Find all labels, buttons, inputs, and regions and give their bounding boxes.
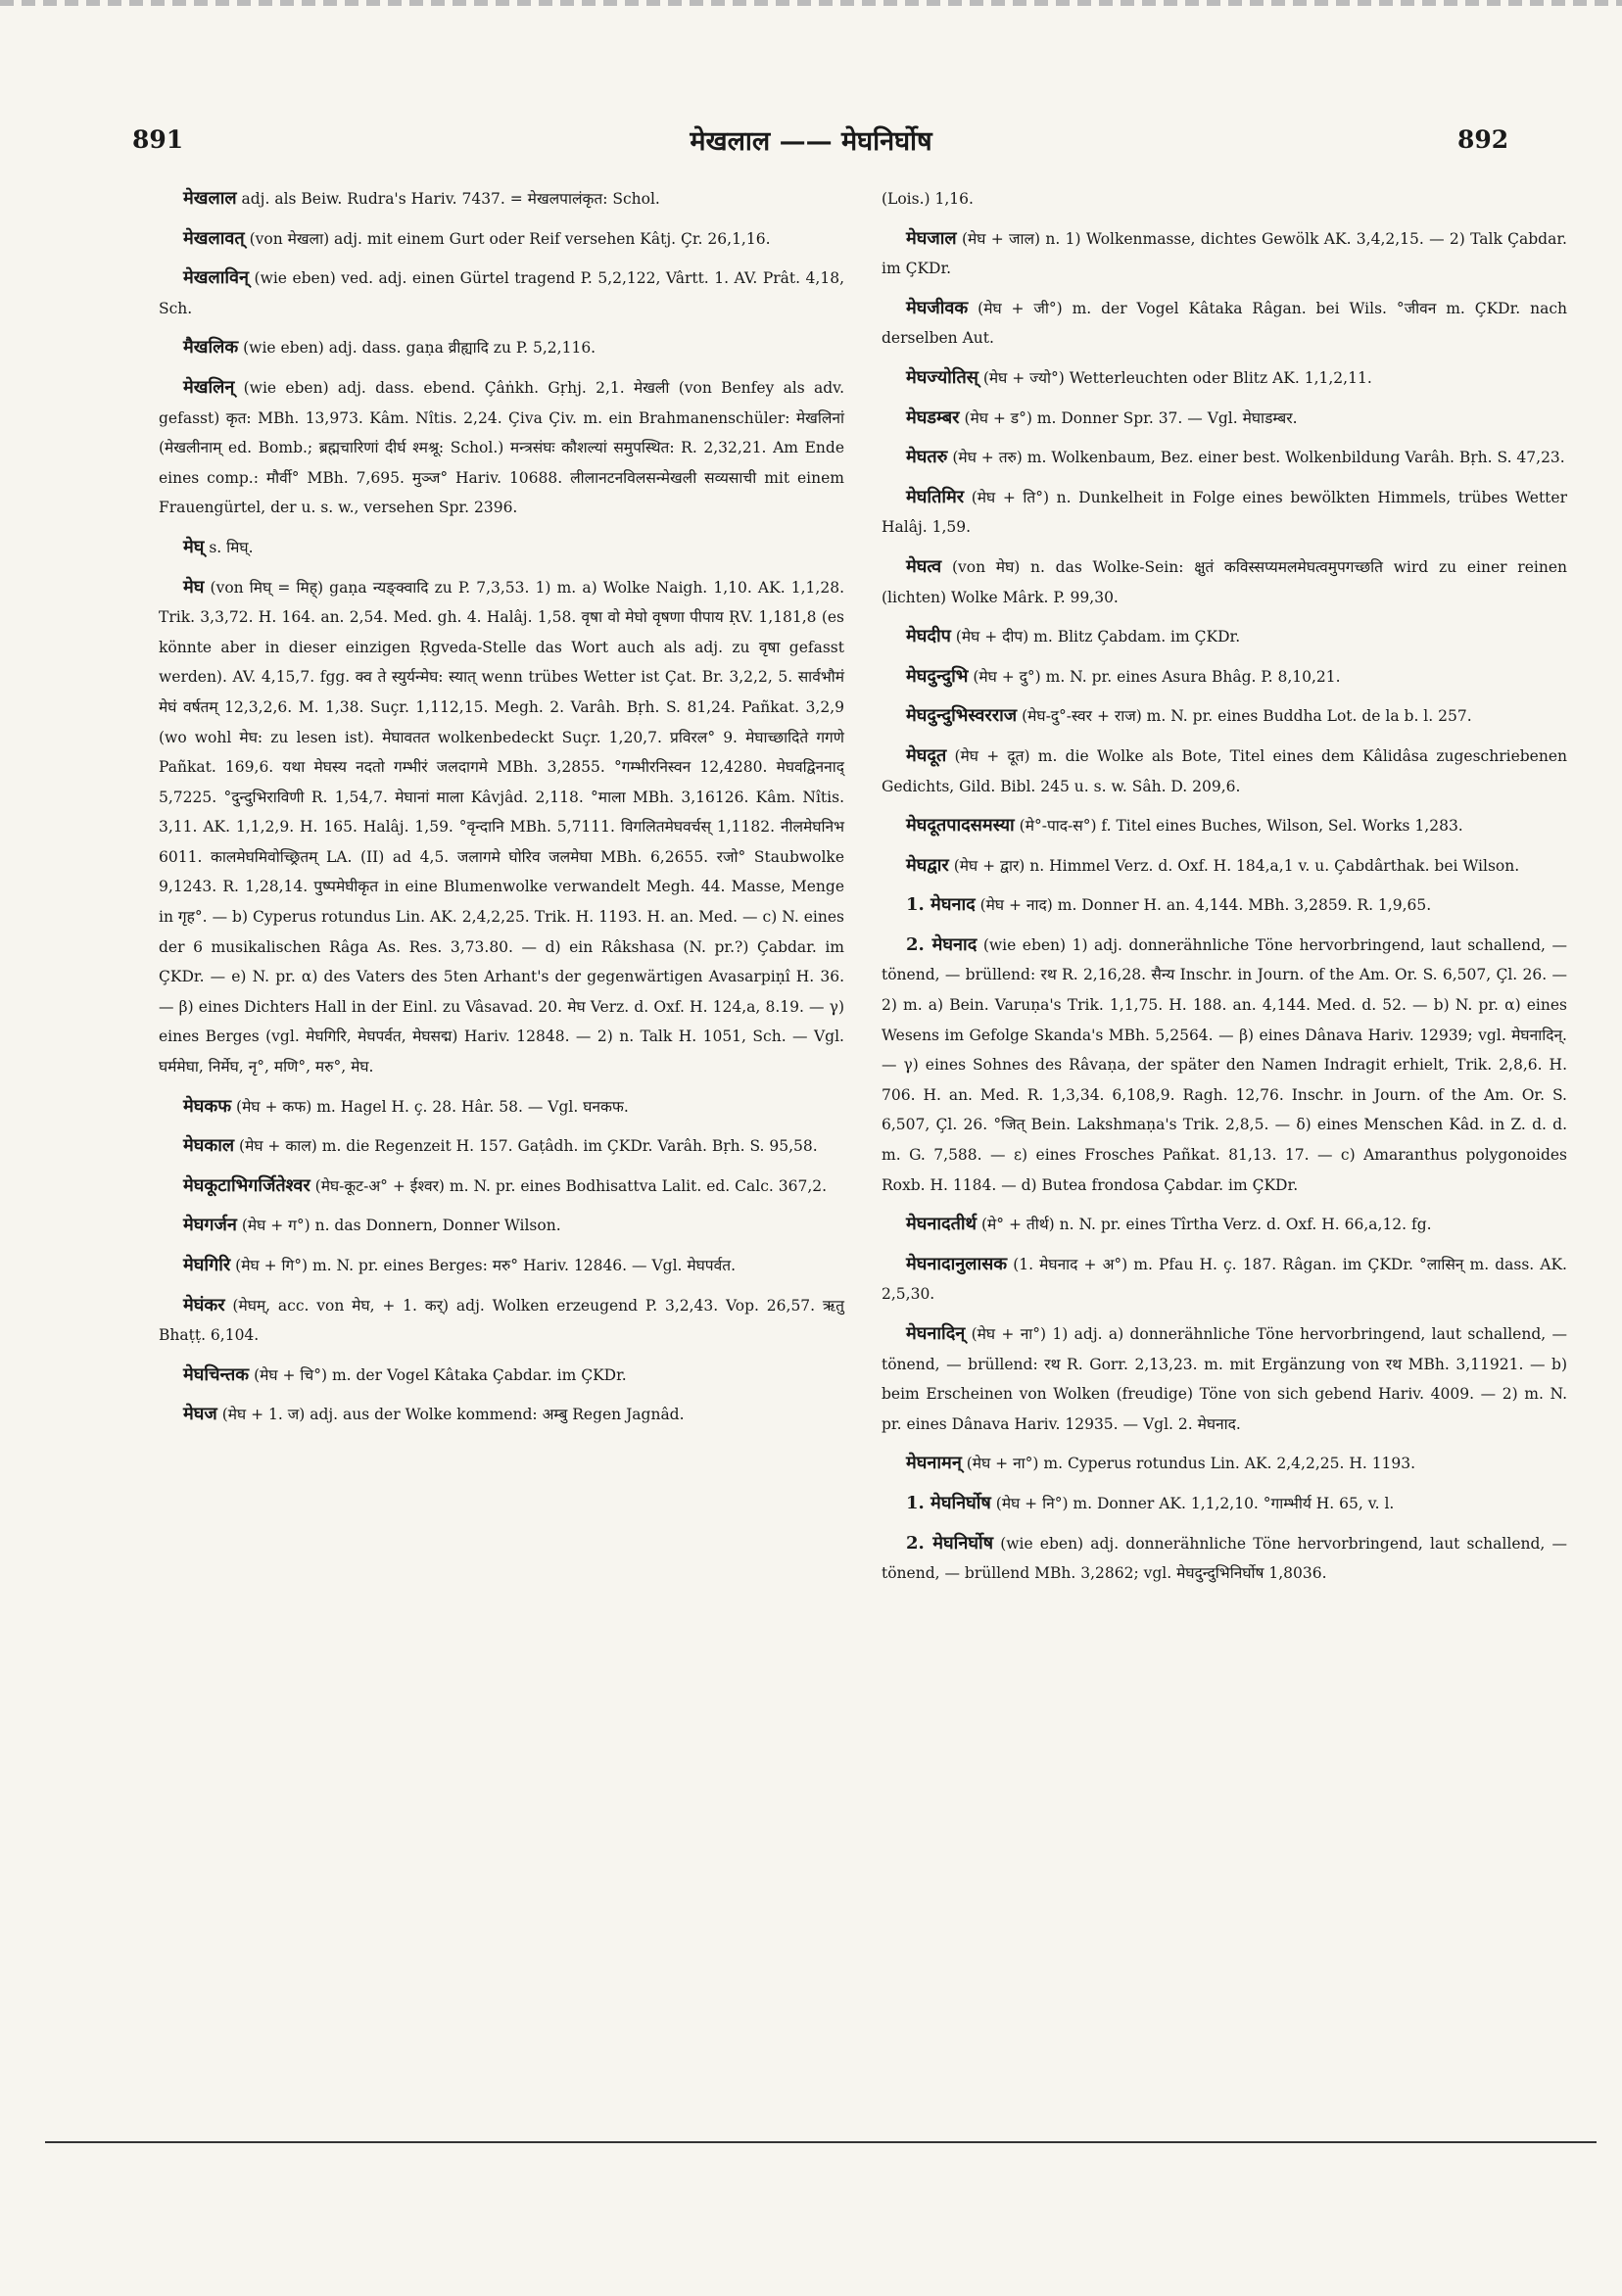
entry-text: (मेघ + ज्यो°) Wetterleuchten oder Blitz AK. 1,1,2,11. [982,368,1372,387]
entry-text: (wie eben) adj. dass. ebend. Çâṅkh. Gṛhj. 2,1. मेखली (von Benfey als adv. gefasst) कृत: MBh. 13,973. Kâm. Nîtis. 2,24. Çiva Çiv. m. ein Brahmanenschüler: मेखलिनां (मेखलीनाम् ed. Bomb.; ब्रह्मचारिणां दीर्घ श्मश्रू: Schol.) मन्त्रसंघः कौशल्यां समुपस्थित: R. 2,32,21. Am Ende eines comp.: मौर्वी° MBh. 7,695. मुञ्ज° Hariv. 10688. लीलानटनविलसन्मेखली सव्यसाची mit einem Frauengürtel, der u. s. w., versehen Spr. 2396. [159,378,844,517]
dictionary-entry [882,1489,1567,1519]
entry-headword: मेघत्व [906,555,942,577]
entry-headword: मेघदुन्दुभिस्वरराज [906,705,1018,727]
dictionary-entry [882,890,1567,921]
entry-headword: मेघदीप [906,626,951,647]
entry-headword: मेघतरु [906,447,948,468]
entry-headword: मेघ [183,576,205,598]
entry-headword: मेघकफ [183,1095,232,1117]
footer-rule [45,2141,1597,2143]
dictionary-entry [159,1361,844,1391]
page-number-right: 892 [1457,125,1509,154]
entry-text: (von मिघ् = मिह्) gaṇa न्यङ्क्वादि zu P. 7,3,53. 1) m. a) Wolke Naigh. 1,10. AK. 1,1,28. Trik. 3,3,72. H. 164. an. 2,54. Med. gh. 4. Halâj. 1,58. वृषा वो मेघो वृषणा पीपाय ṚV. 1,181,8 (es könnte aber in dieser einzigen Ṛgveda-Stelle das Wort auch als adj. zu वृषा gefasst werden). AV. 4,15,7. fgg. क्व ते स्युर्यन्मेघ: स्यात् wenn trübes Wetter ist Çat. Br. 3,2,2, 5. सार्वभौमं मेघं वर्षतम् 12,3,2,6. M. 1,38. Suçr. 1,112,15. Megh. 2. Varâh. Bṛh. S. 81,24. Pañkat. 3,2,9 (wo wohl मेघ: zu lesen ist). मेघावतत wolkenbedeckt Suçr. 1,20,7. प्रविरल° 9. मेघाच्छादिते गगणे Pañkat. 169,6. यथा मेघस्य नदतो गम्भीरं जलदागमे MBh. 3,2855. °गम्भीरनिस्वन 12,4280. मेघवद्विननाद् 5,7225. °दुन्दुभिराविणी R. 1,54,7. मेघानां माला Kâvjâd. 2,118. °माला MBh. 3,16126. Kâm. Nîtis. 3,11. AK. 1,1,2,9. H. 165. Halâj. 1,59. °वृन्दानि MBh. 5,7111. विगलितमेघवर्चस् 1,1182. नीलमेघनिभ 6011. कालमेघमिवोच्छ्रितम् LA. (II) ad 4,5. जलागमे घोरिव जलमेघा MBh. 6,2655. रजो° Staubwolke 9,1243. R. 1,28,14. पुष्पमेघीकृत in eine Blumenwolke verwandelt Megh. 44. Masse, Menge in गृह°. — b) Cyperus rotundus Lin. AK. 2,4,2,25. Trik. H. 1193. H. an. Med. — c) N. eines der 6 musikalischen Râga As. Res. 3,73.80. — d) ein Râkshasa (N. pr.?) Çabdar. im ÇKDr. — e) N. pr. α) des Vaters des 5ten Arhant's der gegenwärtigen Avasarpiṇî H. 36. — β) eines Dichters Hall in der Einl. zu Vâsavad. 20. मेघ Verz. d. Oxf. H. 124,a, 8.19. — γ) eines Berges (vgl. मेघगिरि, मेघपर्वत, मेघसद्म) Hariv. 12848. — 2) n. Talk H. 1051, Sch. — Vgl. घर्ममेघा, निर्मेघ, नृ°, मणि°, मरु°, मेघ. [159,578,844,1076]
entry-headword: मेखलाविन् [183,267,250,289]
entry-text: (wie eben) ved. adj. einen Gürtel tragend P. 5,2,122, Vârtt. 1. AV. Prât. 4,18, Sch. [159,269,844,317]
entry-text: (von मेघ) n. das Wolke-Sein: क्षुतं कविस्सप्यमलमेघत्वमुपगच्छति wird zu einer reinen (lichten) Wolke Mârk. P. 99,30. [882,557,1567,606]
dictionary-entry [882,741,1567,801]
entry-text: (मेघ + काल) m. die Regenzeit H. 157. Gaṭâdh. im ÇKDr. Varâh. Bṛh. S. 95,58. [239,1137,818,1156]
entry-text: (मे°-पाद-स°) f. Titel eines Buches, Wilson, Sel. Works 1,283. [1019,817,1463,836]
entry-text: (मेघ + नि°) m. Donner AK. 1,1,2,10. °गाम्भीर्य H. 65, v. l. [995,1494,1395,1512]
dictionary-entry [159,184,844,215]
dictionary-entry [159,1092,844,1123]
entry-text: (मेघ + दीप) m. Blitz Çabdam. im ÇKDr. [955,628,1241,646]
entry-headword: 1. मेघनाद [906,894,976,916]
entry-text: (मेघ + जाल) n. 1) Wolkenmasse, dichtes Gewölk AK. 3,4,2,15. — 2) Talk Çabdar. im ÇKDr. [882,229,1567,278]
entry-headword: 2. मेघनिर्घोष [906,1532,994,1554]
entry-text: (मे° + तीर्थ) n. N. pr. eines Tîrtha Verz. d. Oxf. H. 66,a,12. fg. [980,1216,1432,1234]
entry-text: (मेघ + ना°) 1) adj. a) donnerähnliche Töne hervorbringend, laut schallend, — tönend, — brüllend: रथ R. Gorr. 2,13,23. m. mit Ergänzung von रथ MBh. 3,11921. — b) beim Erscheinen von Wolken (freudige) Töne von sich gebend Hariv. 4009. — 2) m. N. pr. eines Dânava Hariv. 12935. — Vgl. 2. मेघनाद. [882,1325,1567,1433]
entry-text: (1. मेघनाद + अ°) m. Pfau H. ç. 187. Râgan. im ÇKDr. °लासिन् m. dass. AK. 2,5,30. [882,1255,1567,1304]
entry-text: (मेघ + ड°) m. Donner Spr. 37. — Vgl. मेघाडम्बर. [964,408,1298,427]
entry-text: (मेघ + ग°) n. das Donnern, Donner Wilson. [241,1217,561,1235]
entry-headword: मेघजाल [906,227,957,249]
dictionary-entry [882,443,1567,473]
entry-headword: मेखलावत् [183,227,245,249]
dictionary-entry [882,224,1567,284]
entry-text: adj. als Beiw. Rudra's Hariv. 7437. = मेखलपालंकृत: Schol. [241,190,660,208]
right-column [882,184,1567,1599]
entry-headword: मेघदुन्दुभि [906,665,969,687]
dictionary-entry [882,1210,1567,1240]
dictionary-entry [159,263,844,323]
entry-text: (मेघ + ति°) n. Dunkelheit in Folge eines bewölkten Himmels, trübes Wetter Halâj. 1,59. [882,488,1567,537]
entry-text: (मेघ + चि°) m. der Vogel Kâtaka Çabdar. im ÇKDr. [254,1365,627,1384]
dictionary-entry [882,483,1567,543]
entry-headword: मेघडम्बर [906,407,960,428]
entry-text: (मेघ + जी°) m. der Vogel Kâtaka Râgan. bei Wils. °जीवन m. ÇKDr. nach derselben Aut. [882,299,1567,348]
entry-headword: मेघंकर [183,1294,225,1315]
entry-text: (मेघ + कफ) m. Hagel H. ç. 28. Hâr. 58. — Vgl. घनकफ. [236,1097,629,1116]
dictionary-entry [159,1211,844,1241]
dictionary-entry [882,622,1567,652]
entry-text: (मेघ-दु°-स्वर + राज) m. N. pr. eines Buddha Lot. de la b. l. 257. [1022,707,1472,726]
dictionary-entry [159,224,844,255]
entry-headword: मेघदूत [906,744,947,766]
entry-headword: मेघज [183,1404,217,1425]
entry-headword: मेघचिन्तक [183,1363,250,1385]
dictionary-entry [882,294,1567,354]
page-header [0,125,1622,165]
entry-text: (wie eben) 1) adj. donnerähnliche Töne hervorbringend, laut schallend, — tönend, — brüllend: रथ R. 2,16,28. सैन्य Inschr. in Journ. of the Am. Or. S. 6,507, Çl. 26. — 2) m. a) Bein. Varuṇa's Trik. 1,1,75. H. 188. an. 4,144. Med. d. 52. — b) N. pr. α) eines Wesens im Gefolge Skanda's MBh. 5,2564. — β) eines Dânava Hariv. 12939; vgl. मेघनादिन्. — γ) eines Sohnes des Râvaṇa, der später den Namen Indragit erhielt, Trik. 2,8,6. H. 706. H. an. Med. R. 1,3,34. 6,108,9. Ragh. 12,76. Inschr. in Journ. of the Am. Or. S. 6,507, Çl. 26. °जित् Bein. Lakshmaṇa's Trik. 2,8,5. — δ) eines Menschen Kâd. in Z. d. d. m. G. 7,588. — ε) eines Frosches Pañkat. 81,13. 17. — c) Amaranthus polygonoides Roxb. H. 1184. — d) Butea frondosa Çabdar. im ÇKDr. [882,935,1568,1194]
entry-headword: मैखलिक [183,337,239,359]
dictionary-entry [882,1449,1567,1479]
entry-headword: मेखलाल [183,188,237,209]
entry-headword: 2. मेघनाद [906,933,978,955]
dictionary-entry [882,404,1567,434]
top-edge-rule [0,0,1622,6]
dictionary-entry [882,851,1567,882]
entry-text: (मेघम्, acc. von मेघ, + 1. कर्) adj. Wolken erzeugend P. 3,2,43. Vop. 26,57. ऋतु Bhaṭṭ. 6,104. [159,1296,844,1345]
dictionary-entry [882,931,1567,1200]
entry-text: (मेघ + तरु) m. Wolkenbaum, Bez. einer best. Wolkenbildung Varâh. Bṛh. S. 47,23. [952,449,1565,467]
entry-headword: 1. मेघनिर्घोष [906,1492,991,1513]
entry-headword: मेघ् [183,536,205,557]
dictionary-entry [159,1131,844,1162]
dictionary-entry [882,811,1567,841]
entry-text: (wie eben) adj. dass. gaṇa व्रीह्यादि zu P. 5,2,116. [243,339,596,358]
entry-text: (मेघ + द्वार) n. Himmel Verz. d. Oxf. H. 184,a,1 v. u. Çabdârthak. bei Wilson. [953,856,1520,875]
dictionary-entry [882,1250,1567,1310]
dictionary-entry [882,552,1567,612]
entry-text: (मेघ + दु°) m. N. pr. eines Asura Bhâg. P. 8,10,21. [973,667,1341,686]
entry-headword: मेघदूतपादसमस्या [906,815,1015,837]
continuation-text: (Lois.) 1,16. [882,190,974,208]
entry-text: s. मिघ्. [209,538,254,556]
entry-headword: मेघनादिन् [906,1323,966,1344]
dictionary-entry [159,333,844,363]
entry-text: (मेघ + नाद) m. Donner H. an. 4,144. MBh. 3,2859. R. 1,9,65. [979,896,1432,915]
entry-text: (मेघ-कूट-अ° + ईश्वर) m. N. pr. eines Bodhisattva Lalit. ed. Calc. 367,2. [314,1176,828,1195]
entry-headword: मेघजीवक [906,297,969,318]
left-column [159,184,844,1440]
page-number-left: 891 [132,125,184,154]
dictionary-entry [882,1529,1567,1589]
entry-text: (wie eben) adj. donnerähnliche Töne hervorbringend, laut schallend, — tönend, — brüllend MBh. 3,2862; vgl. मेघदुन्दुभिनिर्घोष 1,8036. [882,1534,1567,1583]
entry-headword: मेघगर्जन [183,1215,237,1236]
dictionary-entry [159,373,844,523]
dictionary-entry [159,573,844,1082]
entry-text: (मेघ + 1. ज) adj. aus der Wolke kommend: अम्बु Regen Jagnâd. [221,1406,685,1424]
dictionary-entry [159,533,844,563]
entry-text: (मेघ + गि°) m. N. pr. eines Berges: मरु° Hariv. 12846. — Vgl. मेघपर्वत. [235,1257,736,1274]
entry-headword: मेघद्वार [906,854,949,876]
dictionary-entry [882,662,1567,693]
entry-text: (मेघ + दूत) m. die Wolke als Bote, Titel eines dem Kâlidâsa zugeschriebenen Gedichts, Gild. Bibl. 245 u. s. w. Sâh. D. 209,6. [882,746,1567,795]
entry-text: (von मेखला) adj. mit einem Gurt oder Reif versehen Kâtj. Çr. 26,1,16. [249,229,771,248]
entry-headword: मेघगिरि [183,1255,231,1275]
dictionary-entry [159,1251,844,1281]
entry-headword: मेघनादतीर्थ [906,1214,978,1235]
entry-headword: मेघनामन् [906,1453,962,1474]
entry-headword: मेघज्योतिस् [906,366,978,388]
entry-headword: मेघतिमिर [906,486,965,507]
dictionary-entry [882,701,1567,732]
entry-headword: मेखलिन् [183,376,235,398]
entry-headword: मेघकाल [183,1135,235,1157]
dictionary-entry [882,363,1567,394]
dictionary-entry [159,1291,844,1351]
dictionary-entry [159,1400,844,1430]
entry-headword: मेघनादानुलासक [906,1253,1008,1274]
dictionary-entry [882,1319,1567,1439]
running-head: मेखलाल —— मेघनिर्घोष [690,126,932,157]
entry-text: (मेघ + ना°) m. Cyperus rotundus Lin. AK. 2,4,2,25. H. 1193. [966,1455,1416,1473]
entry-headword: मेघकूटाभिगर्जितेश्वर [183,1174,310,1196]
dictionary-entry [159,1172,844,1202]
